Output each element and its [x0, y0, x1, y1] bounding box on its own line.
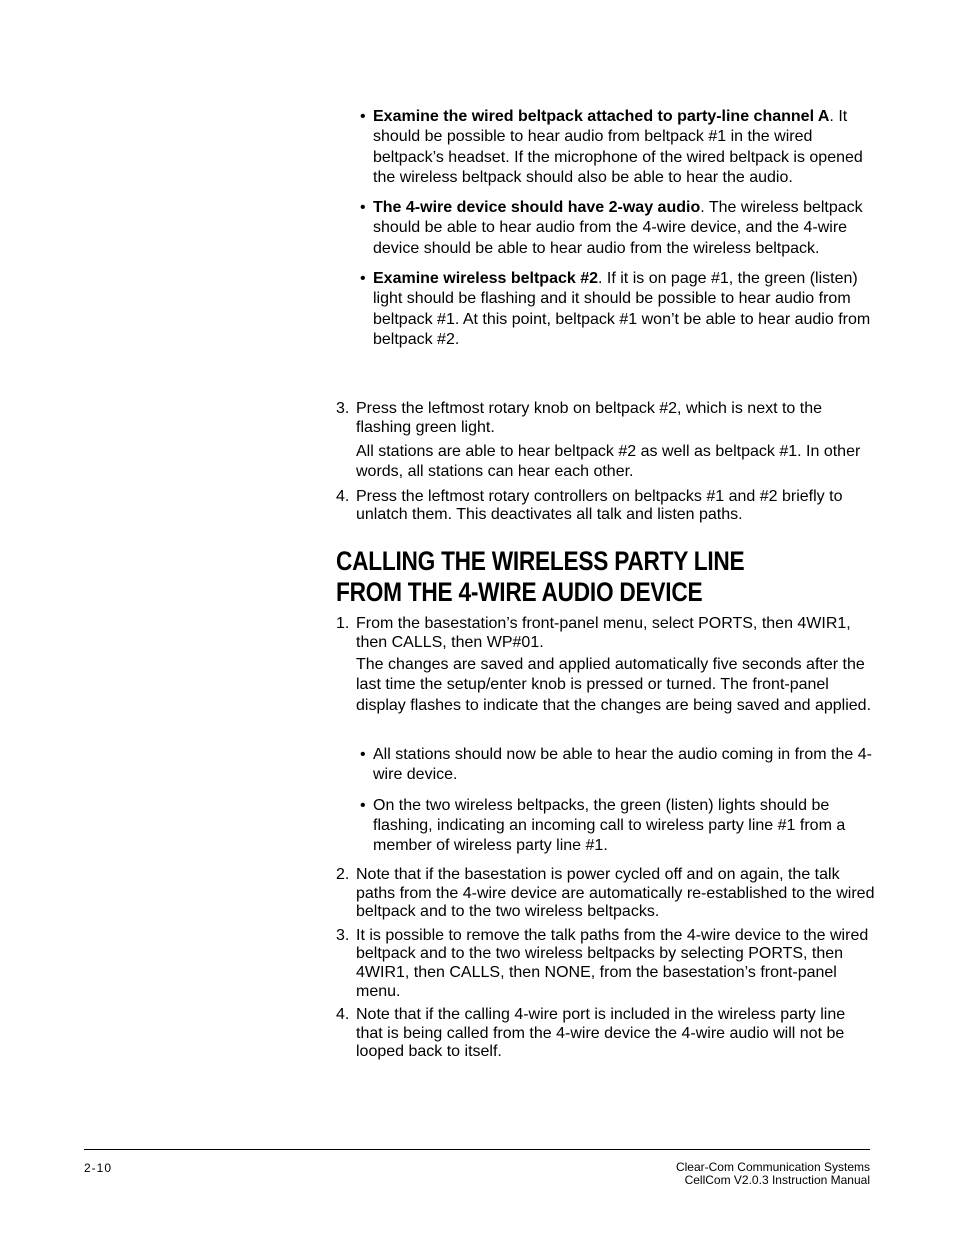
bullet-list-top [336, 107, 876, 350]
step-item [336, 400, 876, 437]
step-item [336, 488, 876, 525]
step-text: From the basestation’s front-panel menu, select PORTS, then 4WIR1, then CALLS, then WP#01. [356, 615, 851, 651]
step-item [336, 615, 876, 652]
bullet-item [336, 796, 876, 857]
step-followup: All stations are able to hear beltpack #2 as well as beltpack #1. In other words, all stations can hear each other. [356, 443, 861, 481]
step-text: Note that if the basestation is power cycled off and on again, the talk paths from the 4-wire device are automatically re-established to the wired beltpack and to the two wireless beltpacks. [356, 866, 875, 921]
step-text: Press the leftmost rotary controllers on beltpacks #1 and #2 briefly to unlatch them. This deactivates all talk and listen paths. [356, 487, 843, 524]
step-number: 2. [336, 866, 350, 883]
step-text: It is possible to remove the talk paths from the 4-wire device to the wired beltpack and to the two wireless beltpacks by selecting PORTS, then 4WIR1, then CALLS, then NONE, from the basestation’s front-panel menu. [356, 926, 869, 1000]
step-followup: The changes are saved and applied automatically five seconds after the last time the setup/enter knob is pressed or turned. The front-panel display flashes to indicate that the changes are being saved and applied. [356, 656, 872, 714]
bullet-bold-lead: The 4-wire device should have 2-way audio [373, 199, 701, 217]
footer-rule [84, 1149, 870, 1150]
step-number: 4. [336, 1006, 350, 1024]
footer-company: Clear-Com Communication Systems [675, 1160, 870, 1174]
step-item [336, 927, 876, 1001]
bullet-text: . If it is on page #1, the green (listen) light should be flashing and it should be possible to hear audio from beltpack #1. At this point, beltpack #1 won’t be able to hear audio from beltpack #2. [373, 270, 871, 348]
bullet-bold-lead: Examine wireless beltpack #2 [373, 270, 599, 288]
bullet-text: On the two wireless beltpacks, the green (listen) lights should be flashing, indicating an incoming call to wireless party line #1 from a member of wireless party line #1. [373, 796, 846, 855]
step-number: 3. [336, 926, 350, 944]
bullet-glyph: • [360, 270, 366, 288]
bullet-text: All stations should now be able to hear the audio coming in from the 4-wire device. [373, 746, 872, 784]
bullet-text: . It should be possible to hear audio from beltpack #1 in the wired beltpack’s headset. If the microphone of the wired beltpack is opened the wireless beltpack should also be able to hear the audio. [373, 108, 863, 186]
bullet-bold-lead: Examine the wired beltpack attached to party-line channel A [373, 108, 830, 125]
bullet-glyph: • [360, 199, 366, 217]
bullet-item [336, 107, 876, 188]
bullet-glyph: • [360, 108, 366, 125]
bullet-text: . The wireless beltpack should be able to hear audio from the 4-wire device, and the 4-wire device should be able to hear audio from the wireless beltpack. [373, 199, 863, 257]
step-item [336, 1006, 876, 1062]
bullet-list-mid [336, 745, 876, 856]
step-number: 4. [336, 487, 350, 505]
section-heading-line: CALLING THE WIRELESS PARTY LINE [336, 546, 745, 576]
section-heading [336, 546, 876, 608]
footer-manual-title: CellCom V2.0.3 Instruction Manual [684, 1173, 870, 1187]
bullet-item [336, 269, 876, 350]
step-text: Note that if the calling 4-wire port is included in the wireless party line that is being called from the 4-wire device the 4-wire audio will not be looped back to itself. [356, 1006, 846, 1061]
step-number: 3. [336, 400, 350, 417]
step-text: Press the leftmost rotary knob on beltpack #2, which is next to the flashing green light. [356, 400, 823, 436]
bullet-item [336, 745, 876, 786]
bullet-item [336, 198, 876, 259]
step-list-bottom [336, 866, 876, 1062]
page-number: 2-10 [84, 1161, 113, 1175]
step-item [336, 866, 876, 922]
bullet-glyph: • [360, 796, 366, 814]
bullet-glyph: • [360, 746, 366, 763]
step-1-block [336, 615, 876, 716]
section-heading-line: FROM THE 4-WIRE AUDIO DEVICE [336, 577, 703, 607]
step-list-top [336, 400, 876, 525]
footer-right [676, 1161, 870, 1187]
step-number: 1. [336, 615, 350, 632]
